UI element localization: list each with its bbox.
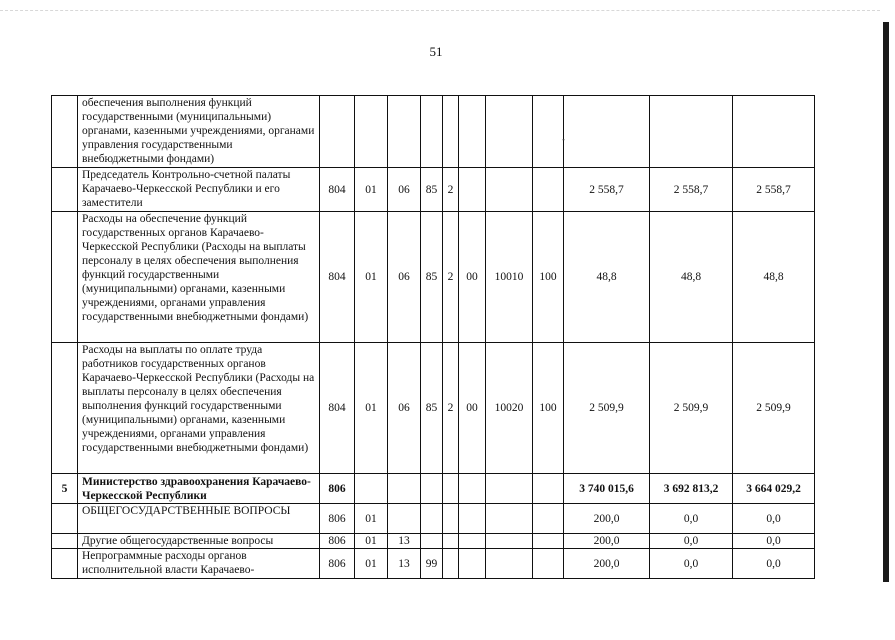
code-subsection [388, 474, 421, 504]
table-row [52, 212, 815, 343]
code-direction [486, 504, 533, 534]
row-index [52, 212, 78, 343]
code-program [421, 504, 443, 534]
code-program: 85 [421, 168, 443, 212]
code-event: 00 [459, 212, 486, 343]
amount-year-3: 3 664 029,2 [733, 474, 815, 504]
code-ministry: 804 [320, 343, 355, 474]
row-name: ОБЩЕГОСУДАРСТВЕННЫЕ ВОПРОСЫ [78, 504, 320, 534]
amount-year-2: 0,0 [650, 534, 733, 549]
amount-year-3: 48,8 [733, 212, 815, 343]
code-ministry: 806 [320, 474, 355, 504]
amount-year-2: 2 509,9 [650, 343, 733, 474]
scan-stray-mark: - [562, 134, 565, 144]
table-row [52, 549, 815, 579]
code-subprogram: 2 [443, 168, 459, 212]
code-subprogram [443, 504, 459, 534]
code-section: 01 [355, 212, 388, 343]
row-index [52, 549, 78, 579]
amount-year-3: 0,0 [733, 549, 815, 579]
row-index: 5 [52, 474, 78, 504]
table-row [52, 474, 815, 504]
code-expense-type [533, 96, 564, 168]
budget-table [51, 95, 815, 579]
code-ministry: 806 [320, 504, 355, 534]
code-program [421, 534, 443, 549]
code-direction: 10010 [486, 212, 533, 343]
code-section [355, 96, 388, 168]
amount-year-2: 0,0 [650, 549, 733, 579]
code-event [459, 504, 486, 534]
code-subprogram: 2 [443, 343, 459, 474]
code-section: 01 [355, 549, 388, 579]
row-index [52, 504, 78, 534]
code-event [459, 168, 486, 212]
code-subprogram [443, 549, 459, 579]
code-ministry [320, 96, 355, 168]
row-name: Министерство здравоохранения Карачаево-Черкесской Республики [78, 474, 320, 504]
code-direction [486, 534, 533, 549]
code-section [355, 474, 388, 504]
code-direction [486, 549, 533, 579]
amount-year-2: 0,0 [650, 504, 733, 534]
code-subsection [388, 504, 421, 534]
code-ministry: 804 [320, 168, 355, 212]
code-expense-type [533, 474, 564, 504]
code-expense-type: 100 [533, 343, 564, 474]
amount-year-1: 3 740 015,6 [564, 474, 650, 504]
row-index [52, 343, 78, 474]
code-ministry: 804 [320, 212, 355, 343]
code-direction [486, 168, 533, 212]
amount-year-2 [650, 96, 733, 168]
row-name: Непрограммные расходы органов исполнительной власти Карачаево- [78, 549, 320, 579]
amount-year-2: 2 558,7 [650, 168, 733, 212]
amount-year-3: 0,0 [733, 504, 815, 534]
code-subsection: 06 [388, 212, 421, 343]
code-expense-type [533, 549, 564, 579]
code-program: 99 [421, 549, 443, 579]
row-name: Председатель Контрольно-счетной палаты Карачаево-Черкесской Республики и его заместители [78, 168, 320, 212]
amount-year-1: 200,0 [564, 504, 650, 534]
code-subprogram [443, 474, 459, 504]
table-row [52, 96, 815, 168]
scan-artifact-top [0, 10, 880, 11]
table-row [52, 534, 815, 549]
code-subprogram [443, 96, 459, 168]
amount-year-2: 48,8 [650, 212, 733, 343]
code-section: 01 [355, 343, 388, 474]
scan-artifact-edge [883, 22, 889, 582]
row-name: Расходы на выплаты по оплате труда работников государственных органов Карачаево-Черкесской Республики (Расходы на выплаты персоналу в целях обеспечения выполнения функций государственными (муниципальными) органами, казенными учреждениями, органами управления государственными внебюджетными фондами) [78, 343, 320, 474]
row-index [52, 534, 78, 549]
code-subsection [388, 96, 421, 168]
amount-year-1: 48,8 [564, 212, 650, 343]
code-event [459, 549, 486, 579]
page-number: 51 [429, 44, 443, 59]
table-row [52, 504, 815, 534]
amount-year-1: 200,0 [564, 534, 650, 549]
row-index [52, 96, 78, 168]
row-name: обеспечения выполнения функций государственными (муниципальными) органами, казенными учреждениями, органами управления государственными внебюджетными фондами) [78, 96, 320, 168]
code-section: 01 [355, 504, 388, 534]
code-event [459, 534, 486, 549]
code-expense-type: 100 [533, 212, 564, 343]
amount-year-1: 200,0 [564, 549, 650, 579]
code-direction [486, 474, 533, 504]
code-subprogram [443, 534, 459, 549]
code-subsection: 06 [388, 343, 421, 474]
code-expense-type [533, 534, 564, 549]
amount-year-1: 2 509,9 [564, 343, 650, 474]
table-row [52, 168, 815, 212]
code-section: 01 [355, 534, 388, 549]
table-row [52, 343, 815, 474]
amount-year-1: 2 558,7 [564, 168, 650, 212]
code-subsection: 06 [388, 168, 421, 212]
code-program: 85 [421, 343, 443, 474]
code-direction [486, 96, 533, 168]
row-name: Расходы на обеспечение функций государственных органов Карачаево-Черкесской Республики (Расходы на выплаты персоналу в целях обеспечения выполнения функций государственными (муниципальными) органами, казенными учреждениями, органами управления государственными внебюджетными фондами) [78, 212, 320, 343]
code-expense-type [533, 504, 564, 534]
code-program [421, 96, 443, 168]
amount-year-2: 3 692 813,2 [650, 474, 733, 504]
amount-year-3 [733, 96, 815, 168]
amount-year-3: 2 558,7 [733, 168, 815, 212]
code-program: 85 [421, 212, 443, 343]
amount-year-3: 2 509,9 [733, 343, 815, 474]
code-event [459, 474, 486, 504]
code-subprogram: 2 [443, 212, 459, 343]
code-event: 00 [459, 343, 486, 474]
row-name: Другие общегосударственные вопросы [78, 534, 320, 549]
code-direction: 10020 [486, 343, 533, 474]
code-program [421, 474, 443, 504]
code-event [459, 96, 486, 168]
code-section: 01 [355, 168, 388, 212]
code-expense-type [533, 168, 564, 212]
code-ministry: 806 [320, 534, 355, 549]
amount-year-3: 0,0 [733, 534, 815, 549]
amount-year-1 [564, 96, 650, 168]
code-ministry: 806 [320, 549, 355, 579]
code-subsection: 13 [388, 534, 421, 549]
code-subsection: 13 [388, 549, 421, 579]
row-index [52, 168, 78, 212]
